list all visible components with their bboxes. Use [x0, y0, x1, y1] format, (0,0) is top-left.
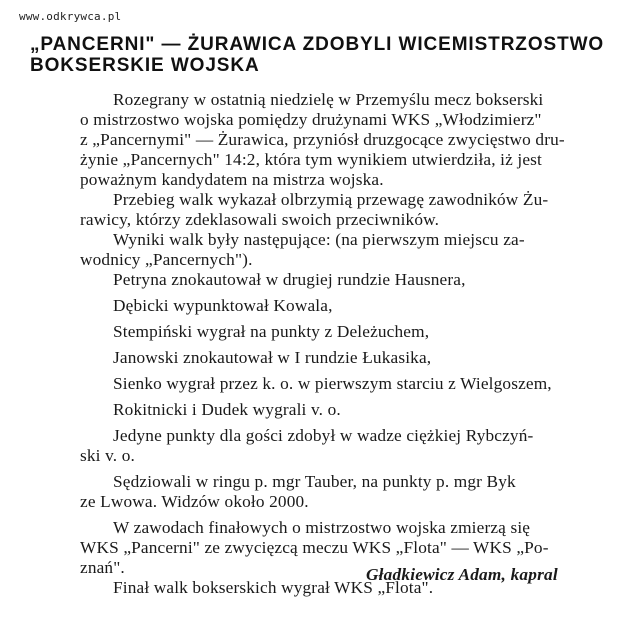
- paragraph-heavyweight: [80, 426, 630, 466]
- result-item: Sienko wygrał przez k. o. w pierwszym starciu z Wielgoszem,: [113, 374, 552, 393]
- article-body: [80, 90, 630, 598]
- text-line: z „Pancernymi" — Żurawica, przyniósł druzgocące zwycięstwo dru-: [80, 130, 565, 149]
- text-line: znań".: [80, 558, 125, 577]
- text-line: żynie „Pancernych" 14:2, która tym wynikiem utwierdziła, iż jest: [80, 150, 542, 169]
- text-line: ski v. o.: [80, 446, 135, 465]
- paragraph-course: [80, 190, 630, 230]
- text-line: Wyniki walk były następujące: (na pierwszym miejscu za-: [113, 230, 525, 249]
- text-line: rawicy, którzy zdeklasowali swoich przeciwników.: [80, 210, 440, 229]
- result-item: Dębicki wypunktował Kowala,: [113, 296, 333, 315]
- text-line: Jedyne punkty dla gości zdobył w wadze ciężkiej Rybczyń-: [113, 426, 534, 445]
- text-line: ze Lwowa. Widzów około 2000.: [80, 492, 309, 511]
- text-line: wodnicy „Pancernych").: [80, 250, 253, 269]
- text-line: Rozegrany w ostatnią niedzielę w Przemyślu mecz bokserski: [113, 90, 544, 109]
- headline-line: „PANCERNI" — ŻURAWICA ZDOBYLI WICEMISTRZOSTWO: [30, 34, 605, 55]
- text-line: W zawodach finałowych o mistrzostwo wojska zmierzą się: [113, 518, 531, 537]
- result-item: Janowski znokautował w I rundzie Łukasika,: [113, 348, 432, 367]
- text-line: Przebieg walk wykazał olbrzymią przewagę zawodników Żu-: [113, 190, 549, 209]
- result-item: Stempiński wygrał na punkty z Deleżuchem,: [113, 322, 430, 341]
- site-watermark: www.odkrywca.pl: [19, 10, 122, 23]
- paragraph-results-intro: [80, 230, 630, 270]
- text-line: o mistrzostwo wojska pomiędzy drużynami WKS „Włodzimierz": [80, 110, 542, 129]
- result-item: Petryna znokautował w drugiej rundzie Hausnera,: [113, 270, 466, 289]
- result-item: Rokitnicki i Dudek wygrali v. o.: [113, 400, 341, 419]
- text-line: Sędziowali w ringu p. mgr Tauber, na punkty p. mgr Byk: [113, 472, 516, 491]
- text-line: poważnym kandydatem na mistrza wojska.: [80, 170, 384, 189]
- paragraph-judges: [80, 472, 630, 512]
- paragraph-intro: [80, 90, 630, 190]
- text-line: WKS „Pancerni" ze zwycięzcą meczu WKS „Flota" — WKS „Po-: [80, 538, 549, 557]
- headline-line: BOKSERSKIE WOJSKA: [30, 55, 260, 76]
- author-signature: Gładkiewicz Adam, kapral: [366, 565, 558, 584]
- text-line: Finał walk bokserskich wygrał WKS „Flota".: [113, 578, 434, 597]
- article-headline: [30, 34, 630, 76]
- results-list: [80, 270, 630, 420]
